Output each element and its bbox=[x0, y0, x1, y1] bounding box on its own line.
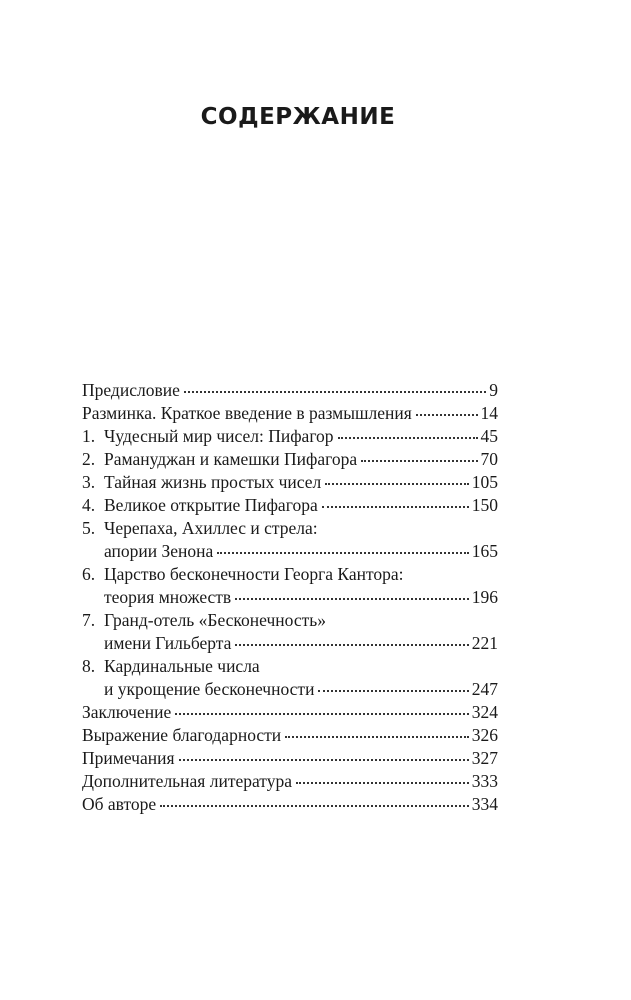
toc-entry-number: 8. bbox=[82, 656, 96, 676]
toc-line bbox=[82, 494, 498, 517]
dot-leader bbox=[361, 460, 477, 462]
dot-leader bbox=[416, 414, 478, 416]
toc-entry-number: 1. bbox=[82, 426, 96, 446]
toc-line bbox=[82, 540, 498, 563]
toc-page-number: 324 bbox=[471, 702, 498, 722]
toc-entry-title: Примечания bbox=[82, 748, 175, 768]
toc-entry-title: Выражение благодарности bbox=[82, 725, 282, 745]
toc-page-number: 334 bbox=[471, 794, 498, 814]
toc-page-number: 247 bbox=[471, 679, 498, 699]
toc-entry-title: Об авторе bbox=[82, 794, 157, 814]
toc-page-number: 327 bbox=[471, 748, 498, 768]
toc-entry[interactable] bbox=[82, 609, 498, 655]
dot-leader bbox=[160, 805, 469, 807]
dot-leader bbox=[179, 759, 469, 761]
toc-line bbox=[82, 609, 498, 632]
toc-page-number: 45 bbox=[480, 426, 498, 446]
toc-entry[interactable] bbox=[82, 701, 498, 724]
dot-leader bbox=[325, 483, 468, 485]
toc-entry-number: 6. bbox=[82, 564, 96, 584]
toc-entry-title: Заключение bbox=[82, 702, 172, 722]
toc-entry-number: 5. bbox=[82, 518, 96, 538]
toc-entry[interactable] bbox=[82, 379, 498, 402]
toc-page-number: 70 bbox=[480, 449, 498, 469]
toc-entry[interactable] bbox=[82, 724, 498, 747]
toc-line bbox=[82, 448, 498, 471]
toc-line bbox=[82, 402, 498, 425]
toc-entry[interactable] bbox=[82, 425, 498, 448]
toc-entry[interactable] bbox=[82, 770, 498, 793]
toc-entry-title: Предисловие bbox=[82, 380, 180, 400]
toc-line bbox=[82, 678, 498, 701]
dot-leader bbox=[296, 782, 469, 784]
toc-entry[interactable] bbox=[82, 517, 498, 563]
toc-entry-title: Чудесный мир чисел: Пифагор bbox=[104, 426, 334, 446]
toc-page-number: 333 bbox=[471, 771, 498, 791]
toc-entry[interactable] bbox=[82, 448, 498, 471]
toc-entry-title: Царство бесконечности Георга Кантора: bbox=[104, 564, 404, 584]
toc-line bbox=[82, 701, 498, 724]
dot-leader bbox=[184, 391, 486, 393]
toc-entry[interactable] bbox=[82, 655, 498, 701]
toc-line bbox=[82, 563, 498, 586]
toc-line bbox=[82, 379, 498, 402]
toc-page-number: 221 bbox=[471, 633, 498, 653]
toc-entry[interactable] bbox=[82, 471, 498, 494]
dot-leader bbox=[217, 552, 468, 554]
toc-line bbox=[82, 517, 498, 540]
toc-entry-number: 7. bbox=[82, 610, 96, 630]
toc-entry-number: 4. bbox=[82, 495, 96, 515]
dot-leader bbox=[235, 598, 469, 600]
toc-page-number: 326 bbox=[471, 725, 498, 745]
toc-entry-title: Великое открытие Пифагора bbox=[104, 495, 318, 515]
toc-entry-title: Дополнительная литература bbox=[82, 771, 292, 791]
dot-leader bbox=[175, 713, 469, 715]
page-title: СОДЕРЖАНИЕ bbox=[200, 104, 396, 130]
toc-line bbox=[82, 770, 498, 793]
toc-entry-title: апории Зенона bbox=[104, 541, 214, 561]
toc-page-number: 196 bbox=[471, 587, 498, 607]
toc-entry-title: и укрощение бесконечности bbox=[104, 679, 315, 699]
toc-entry-title: Рамануджан и камешки Пифагора bbox=[104, 449, 358, 469]
toc-line bbox=[82, 724, 498, 747]
toc-entry-title: теория множеств bbox=[104, 587, 232, 607]
toc-line bbox=[82, 747, 498, 770]
toc-page-number: 14 bbox=[480, 403, 498, 423]
toc-entry[interactable] bbox=[82, 563, 498, 609]
toc-page-number: 9 bbox=[489, 380, 498, 400]
toc-entry-title: имени Гильберта bbox=[104, 633, 232, 653]
dot-leader bbox=[285, 736, 469, 738]
toc-entry-title: Тайная жизнь простых чисел bbox=[104, 472, 322, 492]
dot-leader bbox=[338, 437, 478, 439]
toc-page-number: 105 bbox=[471, 472, 498, 492]
dot-leader bbox=[318, 690, 468, 692]
toc-entry-title: Кардинальные числа bbox=[104, 656, 260, 676]
toc-line bbox=[82, 471, 498, 494]
toc-entry[interactable] bbox=[82, 793, 498, 816]
toc-line bbox=[82, 793, 498, 816]
toc-line bbox=[82, 586, 498, 609]
toc-entry[interactable] bbox=[82, 494, 498, 517]
toc-entry-title: Гранд-отель «Бесконечность» bbox=[104, 610, 326, 630]
dot-leader bbox=[322, 506, 469, 508]
toc-entry[interactable] bbox=[82, 747, 498, 770]
toc-entry-title: Черепаха, Ахиллес и стрела: bbox=[104, 518, 318, 538]
table-of-contents bbox=[82, 379, 498, 816]
toc-entry-number: 3. bbox=[82, 472, 96, 492]
toc-page-number: 165 bbox=[471, 541, 498, 561]
toc-line bbox=[82, 655, 498, 678]
toc-entry-number: 2. bbox=[82, 449, 96, 469]
toc-line bbox=[82, 632, 498, 655]
toc-entry-title: Разминка. Краткое введение в размышления bbox=[82, 403, 412, 423]
toc-entry[interactable] bbox=[82, 402, 498, 425]
toc-line bbox=[82, 425, 498, 448]
dot-leader bbox=[235, 644, 468, 646]
toc-page-number: 150 bbox=[471, 495, 498, 515]
